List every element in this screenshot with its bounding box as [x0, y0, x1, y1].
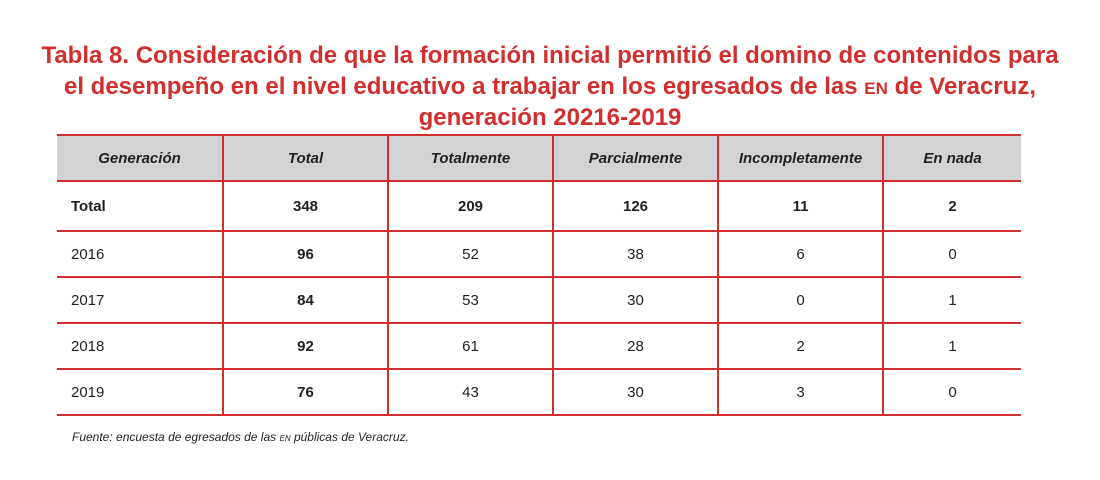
table-title-text: Tabla 8. Consideración de que la formación inicial permitió el domino de contenidos para el desempeño en el nivel educativo a trabajar en los egresados de las: [41, 42, 1059, 100]
cell-en-nada: 1: [883, 277, 1021, 323]
header-parcialmente: Parcialmente: [553, 135, 718, 181]
table-row: [57, 231, 1021, 277]
cell-total: 348: [223, 181, 388, 231]
cell-parcialmente: 38: [553, 231, 718, 277]
cell-generacion: 2016: [57, 231, 223, 277]
table-title-abbr: en: [864, 73, 888, 100]
cell-en-nada: 0: [883, 369, 1021, 415]
header-generacion: Generación: [57, 135, 223, 181]
cell-incompletamente: 0: [718, 277, 883, 323]
cell-total: 76: [223, 369, 388, 415]
cell-parcialmente: 28: [553, 323, 718, 369]
cell-totalmente: 61: [388, 323, 553, 369]
table-title-text-end: de Veracruz, generación 20216-2019: [418, 73, 1037, 131]
header-en-nada: En nada: [883, 135, 1021, 181]
cell-parcialmente: 30: [553, 369, 718, 415]
cell-en-nada: 1: [883, 323, 1021, 369]
cell-total: 92: [223, 323, 388, 369]
header-incompletamente: Incompletamente: [718, 135, 883, 181]
cell-total: 84: [223, 277, 388, 323]
table-row: [57, 277, 1021, 323]
cell-parcialmente: 126: [553, 181, 718, 231]
cell-en-nada: 2: [883, 181, 1021, 231]
source-note-abbr: en: [279, 430, 291, 444]
source-note: [72, 430, 409, 444]
table-row: [57, 369, 1021, 415]
header-row: [57, 135, 1021, 181]
source-note-text: Fuente: encuesta de egresados de las: [72, 430, 277, 444]
cell-parcialmente: 30: [553, 277, 718, 323]
header-total: Total: [223, 135, 388, 181]
cell-incompletamente: 6: [718, 231, 883, 277]
cell-generacion: 2017: [57, 277, 223, 323]
cell-totalmente: 209: [388, 181, 553, 231]
cell-incompletamente: 2: [718, 323, 883, 369]
data-table: [57, 134, 1021, 416]
table-row: [57, 323, 1021, 369]
table-header: [57, 135, 1021, 181]
header-totalmente: Totalmente: [388, 135, 553, 181]
table-body: [57, 181, 1021, 415]
table-row-total: [57, 181, 1021, 231]
data-table-container: [57, 134, 1021, 416]
cell-en-nada: 0: [883, 231, 1021, 277]
source-note-text-end: públicas de Veracruz.: [293, 430, 409, 444]
table-title: [40, 40, 1060, 133]
cell-total: 96: [223, 231, 388, 277]
cell-totalmente: 43: [388, 369, 553, 415]
cell-incompletamente: 11: [718, 181, 883, 231]
cell-generacion: Total: [57, 181, 223, 231]
cell-totalmente: 53: [388, 277, 553, 323]
cell-generacion: 2019: [57, 369, 223, 415]
cell-generacion: 2018: [57, 323, 223, 369]
cell-totalmente: 52: [388, 231, 553, 277]
cell-incompletamente: 3: [718, 369, 883, 415]
